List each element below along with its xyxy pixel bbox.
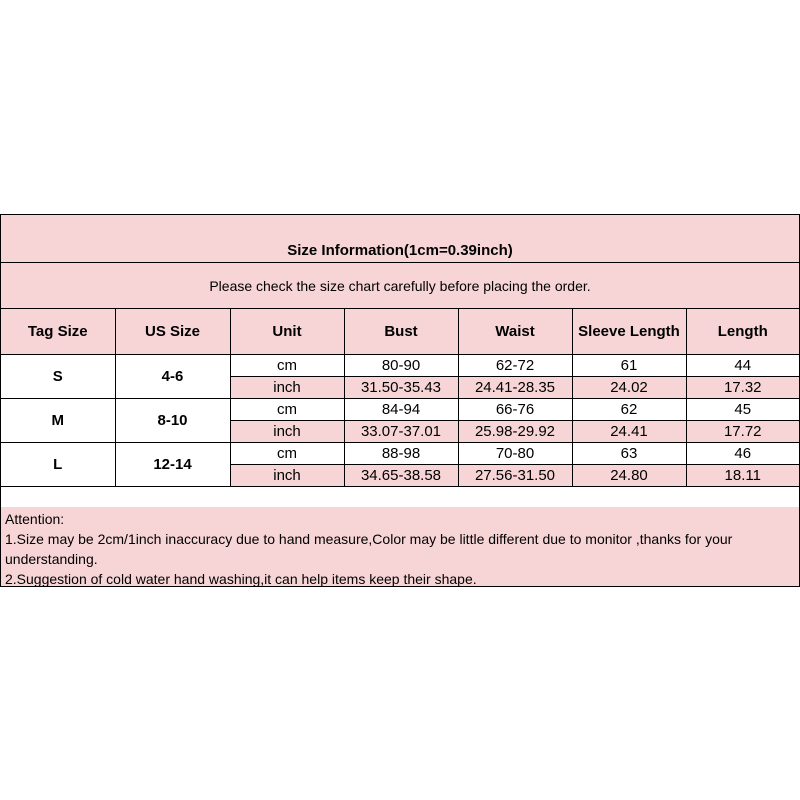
unit-cell: inch [230,421,344,443]
table-row [1,399,799,421]
attention-notes [1,507,799,586]
chart-subtitle: Please check the size chart carefully before placing the order. [1,263,799,309]
size-chart [0,214,800,587]
bust-cell: 34.65-38.58 [344,465,458,487]
sleeve-length-cell: 62 [572,399,686,421]
us-size-cell: 8-10 [115,399,230,443]
header-us-size: US Size [115,309,230,355]
length-cell: 17.32 [686,377,799,399]
waist-cell: 70-80 [458,443,572,465]
sleeve-length-cell: 24.80 [572,465,686,487]
sleeve-length-cell: 24.41 [572,421,686,443]
note-line-2: 2.Suggestion of cold water hand washing,it can help items keep their shape. [5,571,477,587]
unit-cell: cm [230,399,344,421]
tag-size-cell: M [1,399,115,443]
sleeve-length-cell: 61 [572,355,686,377]
header-unit: Unit [230,309,344,355]
sleeve-length-cell: 24.02 [572,377,686,399]
waist-cell: 66-76 [458,399,572,421]
waist-cell: 62-72 [458,355,572,377]
header-sleeve-length: Sleeve Length [572,309,686,355]
length-cell: 18.11 [686,465,799,487]
unit-cell: cm [230,355,344,377]
length-cell: 44 [686,355,799,377]
size-table [1,309,799,487]
us-size-cell: 4-6 [115,355,230,399]
table-header-row [1,309,799,355]
bust-cell: 88-98 [344,443,458,465]
waist-cell: 25.98-29.92 [458,421,572,443]
waist-cell: 27.56-31.50 [458,465,572,487]
length-cell: 46 [686,443,799,465]
sleeve-length-cell: 63 [572,443,686,465]
length-cell: 17.72 [686,421,799,443]
attention-heading: Attention: [5,511,65,527]
header-length: Length [686,309,799,355]
header-tag-size: Tag Size [1,309,115,355]
unit-cell: inch [230,465,344,487]
header-waist: Waist [458,309,572,355]
unit-cell: cm [230,443,344,465]
tag-size-cell: S [1,355,115,399]
bust-cell: 80-90 [344,355,458,377]
header-bust: Bust [344,309,458,355]
table-row [1,443,799,465]
bust-cell: 33.07-37.01 [344,421,458,443]
tag-size-cell: L [1,443,115,487]
us-size-cell: 12-14 [115,443,230,487]
length-cell: 45 [686,399,799,421]
bust-cell: 84-94 [344,399,458,421]
chart-title: Size Information(1cm=0.39inch) [1,215,799,263]
waist-cell: 24.41-28.35 [458,377,572,399]
table-row [1,355,799,377]
note-line-1: 1.Size may be 2cm/1inch inaccuracy due to hand measure,Color may be little different due to monitor ,thanks for your understanding. [5,531,733,567]
unit-cell: inch [230,377,344,399]
bust-cell: 31.50-35.43 [344,377,458,399]
